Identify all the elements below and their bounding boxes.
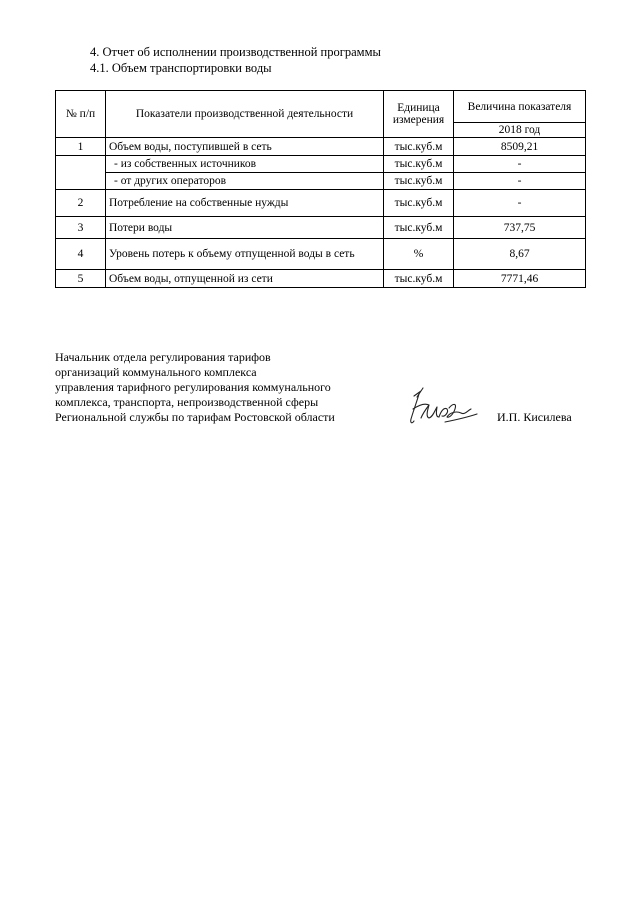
signer-position bbox=[55, 350, 335, 425]
row-unit: тыс.куб.м bbox=[384, 190, 454, 217]
subsection-heading: 4.1. Объем транспортировки воды bbox=[90, 61, 272, 75]
row-unit: тыс.куб.м bbox=[384, 173, 454, 190]
row-indicator: Потребление на собственные нужды bbox=[106, 190, 384, 217]
row-num bbox=[56, 156, 106, 190]
table-row bbox=[56, 270, 586, 288]
row-value: 8509,21 bbox=[454, 138, 586, 156]
row-indicator: Потери воды bbox=[106, 217, 384, 239]
position-line: Начальник отдела регулирования тарифов bbox=[55, 350, 271, 364]
row-value: - bbox=[454, 190, 586, 217]
row-num: 1 bbox=[56, 138, 106, 156]
row-value: - bbox=[454, 156, 586, 173]
row-indicator: Объем воды, отпущенной из сети bbox=[106, 270, 384, 288]
row-num: 4 bbox=[56, 239, 106, 270]
row-unit: тыс.куб.м bbox=[384, 270, 454, 288]
water-transport-table bbox=[55, 90, 586, 288]
row-value: 737,75 bbox=[454, 217, 586, 239]
row-indicator: Уровень потерь к объему отпущенной воды в сеть bbox=[106, 239, 384, 270]
table-row bbox=[56, 190, 586, 217]
table-row bbox=[56, 239, 586, 270]
row-value: 7771,46 bbox=[454, 270, 586, 288]
handwritten-signature bbox=[405, 385, 480, 430]
position-line: комплекса, транспорта, непроизводственной сферы bbox=[55, 395, 319, 409]
table-row bbox=[56, 217, 586, 239]
header-unit: Единица измерения bbox=[384, 91, 454, 138]
row-value: 8,67 bbox=[454, 239, 586, 270]
header-num: № п/п bbox=[56, 91, 106, 138]
header-indicator: Показатели производственной деятельности bbox=[106, 91, 384, 138]
header-value: Величина показателя bbox=[454, 91, 586, 123]
table-row bbox=[56, 138, 586, 156]
row-num: 5 bbox=[56, 270, 106, 288]
position-line: Региональной службы по тарифам Ростовской области bbox=[55, 410, 335, 424]
row-unit: тыс.куб.м bbox=[384, 138, 454, 156]
table-row bbox=[56, 173, 586, 190]
signer-name: И.П. Кисилева bbox=[497, 410, 572, 424]
row-value: - bbox=[454, 173, 586, 190]
row-num: 3 bbox=[56, 217, 106, 239]
table-row bbox=[56, 156, 586, 173]
row-indicator: - от других операторов bbox=[106, 173, 384, 190]
section-heading: 4. Отчет об исполнении производственной программы bbox=[90, 45, 381, 59]
row-indicator: - из собственных источников bbox=[106, 156, 384, 173]
row-unit: % bbox=[384, 239, 454, 270]
row-unit: тыс.куб.м bbox=[384, 156, 454, 173]
row-indicator: Объем воды, поступившей в сеть bbox=[106, 138, 384, 156]
position-line: организаций коммунального комплекса bbox=[55, 365, 257, 379]
position-line: управления тарифного регулирования коммунального bbox=[55, 380, 331, 394]
row-num: 2 bbox=[56, 190, 106, 217]
row-unit: тыс.куб.м bbox=[384, 217, 454, 239]
header-year: 2018 год bbox=[454, 123, 586, 138]
